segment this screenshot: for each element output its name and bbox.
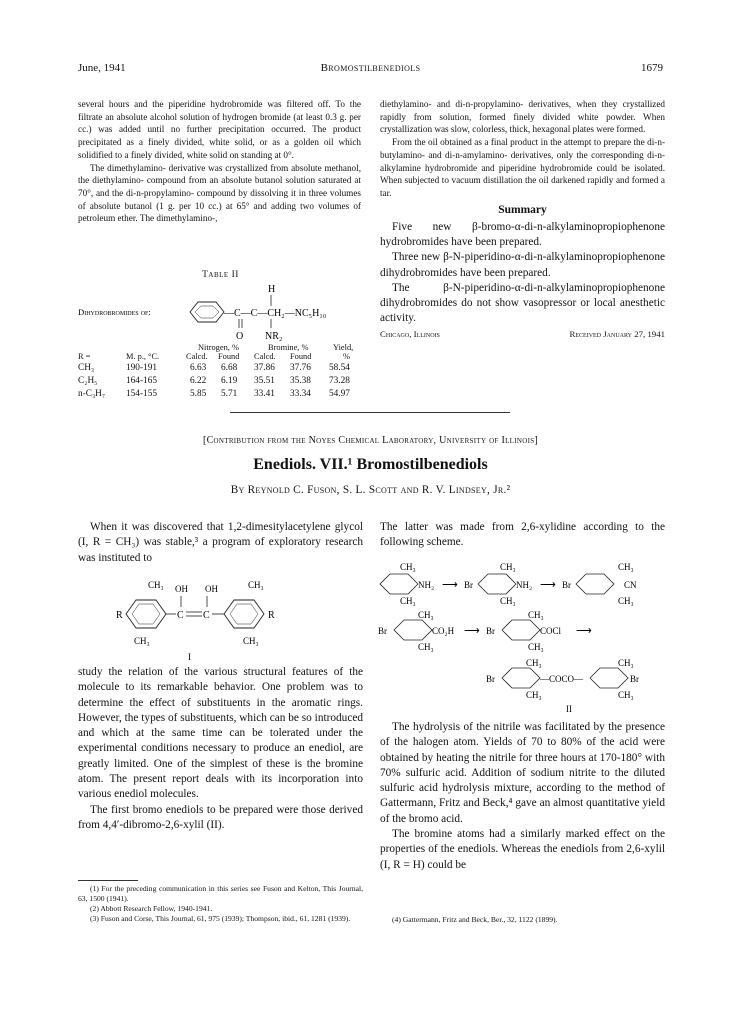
svg-text:OH: OH bbox=[175, 584, 188, 594]
svg-text:CH₃: CH₃ bbox=[618, 596, 634, 606]
table-caption: Table II bbox=[202, 270, 239, 280]
footnote: (2) Abbott Research Fellow, 1940-1941. bbox=[90, 904, 213, 913]
footnote: (1) For the preceding communication in this series see Fuson and Kelton, This Journal, 63, 1500 (1941). bbox=[78, 884, 363, 903]
cell-n-calcd: 6.22 bbox=[190, 376, 207, 386]
struct-o: O bbox=[236, 331, 244, 342]
right-top-column bbox=[380, 98, 665, 339]
right-paragraph: From the oil obtained as a final product in the attempt to prepare the di-n-butylamino- and di-n-amylamino- derivatives, only the corresponding di-n-alkylamine hydrobromide and piperidine hydrobromide could be isolated. When subjected to vacuum distillation the oil darkened rapidly and formed a tar. bbox=[380, 137, 665, 198]
body-paragraph: When it was discovered that 1,2-dimesitylacetylene glycol (I, R = CH₃) was stable,³ a program of exploratory research was instituted to bbox=[78, 521, 363, 564]
synthesis-scheme bbox=[378, 556, 668, 716]
svg-text:CN: CN bbox=[624, 580, 637, 590]
right-paragraph: diethylamino- and di-n-propylamino- derivatives, when they crystallized rapidly from solution, formed finely divided white powder. When crystallization was slow, colorless, thick, hexagonal plates were formed. bbox=[380, 99, 665, 135]
svg-text:CH₃: CH₃ bbox=[243, 636, 259, 646]
svg-text:OH: OH bbox=[205, 584, 218, 594]
struct-nr: NR₂ bbox=[265, 331, 283, 342]
body-right-column bbox=[380, 720, 665, 873]
structure-label-II: II bbox=[566, 704, 572, 714]
table-structure-diagram bbox=[78, 282, 373, 342]
svg-text:C: C bbox=[203, 610, 210, 621]
structure-I-diagram bbox=[78, 572, 363, 664]
summary-paragraph: The β-N-piperidino-α-di-n-alkylaminopropiophenone dihydrobromides do not show vasopressor or local anesthetic activity. bbox=[380, 281, 665, 325]
hdr-pct: % bbox=[343, 352, 350, 361]
cell-n-found: 5.71 bbox=[221, 389, 238, 399]
svg-text:Br: Br bbox=[378, 626, 387, 636]
signature-place: Chicago, Illinois bbox=[380, 328, 440, 339]
footnotes-right bbox=[380, 915, 665, 925]
svg-text:R: R bbox=[116, 610, 123, 621]
summary-paragraph: Three new β-N-piperidino-α-di-n-alkylaminopropiophenone dihydrobromides have been prepared. bbox=[380, 251, 665, 279]
svg-text:CH₃: CH₃ bbox=[618, 658, 634, 668]
header-title: Bromostilbenediols bbox=[320, 62, 421, 74]
svg-text:CH₃: CH₃ bbox=[500, 562, 516, 572]
svg-text:NH₂: NH₂ bbox=[418, 580, 435, 590]
svg-text:CH₃: CH₃ bbox=[134, 636, 150, 646]
cell-yield: 73.28 bbox=[329, 376, 350, 386]
cell-br-found: 37.76 bbox=[290, 363, 311, 373]
svg-text:CH₃: CH₃ bbox=[528, 610, 544, 620]
signature-line bbox=[380, 329, 665, 339]
cell-mp: 164-165 bbox=[126, 376, 157, 386]
left-paragraph: The dimethylamino- derivative was crystallized from absolute methanol, the diethylamino- compound from an absolute butanol solution saturated at 70°, and the di-n-propylamino- compound by dissolving it in three volumes of absolute butanol (1 g. per 10 cc.) at 65° and adding two volumes of petroleum ether. The dimethylamino-, bbox=[78, 162, 361, 224]
article-title: Enediols. VII.¹ Bromostilbenediols bbox=[253, 456, 488, 473]
footnote: (4) Gattermann, Fritz and Beck, Ber., 32, 1122 (1899). bbox=[392, 915, 558, 924]
svg-text:CH₃: CH₃ bbox=[418, 610, 434, 620]
svg-text:CH₃: CH₃ bbox=[418, 642, 434, 652]
body-right-intro bbox=[380, 520, 665, 551]
hdr-br-calcd: Calcd. bbox=[254, 352, 276, 361]
footnote: (3) Fuson and Corse, This Journal, 61, 975 (1939); Thompson, ibid., 61, 1281 (1939). bbox=[90, 914, 351, 923]
struct-h: H bbox=[268, 284, 276, 295]
page-number: 1679 bbox=[641, 62, 663, 74]
received-date: Received January 27, 1941 bbox=[569, 328, 665, 339]
cell-n-found: 6.19 bbox=[221, 376, 238, 386]
body-paragraph: The bromine atoms had a similarly marked effect on the properties of the enediols. Whereas the enediols from 2,6-xylil (I, R = H) could be bbox=[380, 828, 665, 871]
col-yield: Yield, bbox=[333, 343, 354, 352]
col-nitrogen: Nitrogen, % bbox=[198, 343, 239, 352]
table-row bbox=[78, 376, 378, 388]
hdr-n-calcd: Calcd. bbox=[186, 352, 208, 361]
footnote-rule bbox=[78, 880, 138, 881]
svg-text:Br: Br bbox=[630, 674, 639, 684]
svg-text:⟶: ⟶ bbox=[576, 625, 592, 637]
summary-paragraph: Five new β-bromo-α-di-n-alkylaminopropiophenone hydrobromides have been prepared. bbox=[380, 220, 665, 248]
body-left-intro bbox=[78, 520, 363, 566]
hdr-r: R = bbox=[78, 352, 91, 361]
svg-text:Br: Br bbox=[464, 580, 473, 590]
svg-text:CH₃: CH₃ bbox=[248, 580, 264, 590]
cell-br-calcd: 35.51 bbox=[254, 376, 275, 386]
cell-mp: 190-191 bbox=[126, 363, 157, 373]
svg-text:CH₃: CH₃ bbox=[148, 580, 164, 590]
footnotes-left bbox=[78, 884, 363, 924]
cell-r: C₂H₅ bbox=[78, 376, 98, 386]
body-left-column bbox=[78, 665, 363, 833]
body-paragraph: study the relation of the various structural features of the molecule to its remarkable behavior. One problem was to determine the effect of substituents in the aromatic rings. However, the types of substituents, which can be so introduced and which at the same time can be tolerated under the experimental conditions necessary to produce an enediol, are greatly limited. One of the simplest of these is the bromine atom. The present report deals with its incorporation into various enediol molecules. bbox=[78, 666, 363, 801]
svg-text:R: R bbox=[268, 610, 275, 621]
cell-mp: 154-155 bbox=[126, 389, 157, 399]
svg-text:Br: Br bbox=[562, 580, 571, 590]
body-paragraph: The latter was made from 2,6-xylidine according to the following scheme. bbox=[380, 521, 665, 549]
table-row bbox=[78, 389, 378, 401]
cell-br-found: 35.38 bbox=[290, 376, 311, 386]
body-paragraph: The hydrolysis of the nitrile was facilitated by the presence of the halogen atom. Yields of 70 to 80% of the acid were obtained by heating the nitrile for three hours at 170-180° with 70% sulfuric acid. Addition of sodium nitrite to the diluted sulfuric acid hydrolysis mixture, according to the method of Gattermann, Fritz and Beck,⁴ gave an almost quantitative yield of the bromo acid. bbox=[380, 721, 665, 825]
svg-text:CH₃: CH₃ bbox=[528, 642, 544, 652]
cell-br-calcd: 37.86 bbox=[254, 363, 275, 373]
hdr-br-found: Found bbox=[290, 352, 312, 361]
body-paragraph: The first bromo enediols to be prepared were those derived from 4,4′-dibromo-2,6-xylil (II). bbox=[78, 803, 363, 831]
svg-text:Br: Br bbox=[486, 626, 495, 636]
hdr-mp: M. p., °C. bbox=[126, 352, 160, 361]
left-top-column bbox=[78, 98, 361, 225]
header-date: June, 1941 bbox=[78, 62, 126, 74]
cell-n-calcd: 5.85 bbox=[190, 389, 207, 399]
svg-text:⟶: ⟶ bbox=[464, 625, 480, 637]
svg-text:⟶: ⟶ bbox=[442, 579, 458, 591]
svg-text:CH₃: CH₃ bbox=[618, 690, 634, 700]
cell-br-calcd: 33.41 bbox=[254, 389, 275, 399]
col-bromine: Bromine, % bbox=[268, 343, 309, 352]
table-row bbox=[78, 363, 378, 375]
section-divider bbox=[230, 412, 510, 413]
svg-text:Br: Br bbox=[486, 674, 495, 684]
structure-label-I: I bbox=[188, 652, 191, 662]
cell-br-found: 33.34 bbox=[290, 389, 311, 399]
cell-n-found: 6.68 bbox=[221, 363, 238, 373]
byline: By Reynold C. Fuson, S. L. Scott and R. V. Lindsey, Jr.² bbox=[230, 484, 511, 496]
cell-yield: 54.97 bbox=[329, 389, 350, 399]
svg-text:CH₃: CH₃ bbox=[526, 690, 542, 700]
cell-yield: 58.54 bbox=[329, 363, 350, 373]
svg-text:CH₃: CH₃ bbox=[500, 596, 516, 606]
svg-text:CH₃: CH₃ bbox=[400, 562, 416, 572]
svg-text:C: C bbox=[177, 610, 184, 621]
svg-text:CH₃: CH₃ bbox=[400, 596, 416, 606]
svg-text:NH₂: NH₂ bbox=[516, 580, 533, 590]
svg-text:CH₃: CH₃ bbox=[526, 658, 542, 668]
cell-r: CH₃ bbox=[78, 363, 95, 373]
benzene-inner bbox=[195, 306, 219, 318]
cell-r: n-C₃H₇ bbox=[78, 389, 106, 399]
svg-text:CO₂H: CO₂H bbox=[432, 626, 455, 636]
hdr-n-found: Found bbox=[218, 352, 240, 361]
svg-text:CH₃: CH₃ bbox=[618, 562, 634, 572]
contribution-line: [Contribution from the Noyes Chemical Laboratory, University of Illinois] bbox=[202, 435, 539, 446]
structure-label: Dihydrobromides of: bbox=[78, 307, 151, 317]
cell-n-calcd: 6.63 bbox=[190, 363, 207, 373]
svg-text:—COCO—: —COCO— bbox=[540, 674, 584, 684]
svg-text:COCl: COCl bbox=[540, 626, 562, 636]
struct-chain: —C—C—CH₂—NC₅H₁₀ bbox=[224, 308, 327, 319]
svg-text:⟶: ⟶ bbox=[540, 579, 556, 591]
left-paragraph: several hours and the piperidine hydrobromide was filtered off. To the filtrate an absolute alcohol solution of hydrogen bromide (at least 0.3 g. per cc.) was added until no further precipitation occurred. The product precipitated as a finely divided, white solid, or as a golden oil which solidified to a finely divided, white solid on standing at 0°. bbox=[78, 99, 361, 160]
running-head bbox=[78, 62, 663, 78]
summary-heading: Summary bbox=[498, 203, 547, 216]
